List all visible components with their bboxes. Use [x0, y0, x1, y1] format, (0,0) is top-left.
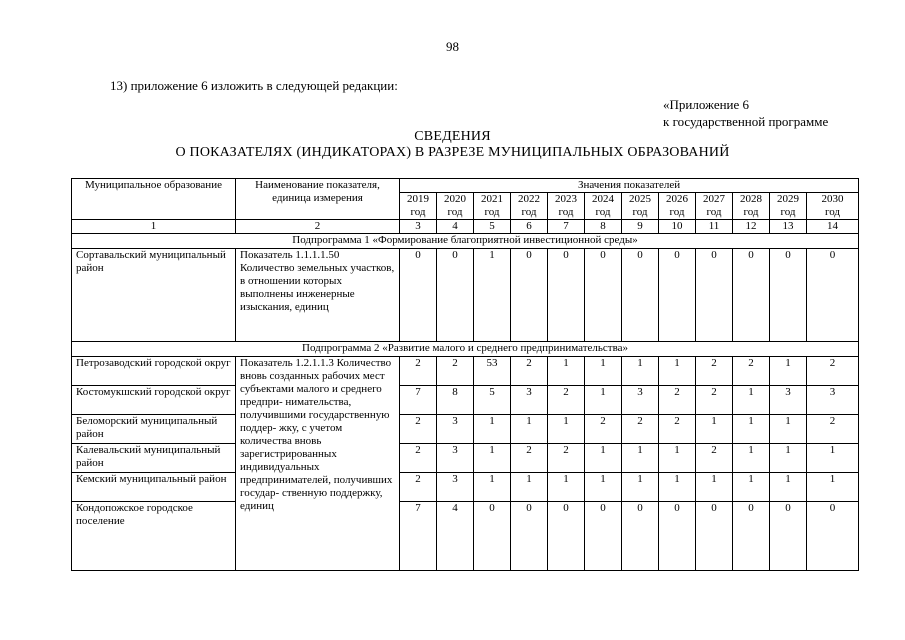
value-cell: 1: [770, 415, 807, 444]
header-year: [733, 193, 770, 220]
value-cell: 1: [585, 473, 622, 502]
value-cell: 1: [659, 473, 696, 502]
year-label: 2020: [444, 193, 466, 205]
header-year: [548, 193, 585, 220]
value-cell: 0: [474, 502, 511, 571]
document-title: [0, 129, 905, 161]
year-word: год: [743, 206, 759, 218]
value-cell: 0: [585, 502, 622, 571]
value-cell: 53: [474, 357, 511, 386]
year-word: год: [780, 206, 796, 218]
column-number: 1: [72, 220, 236, 234]
value-cell: 0: [511, 502, 548, 571]
value-cell: 1: [548, 473, 585, 502]
value-cell: 5: [474, 386, 511, 415]
year-word: год: [595, 206, 611, 218]
value-cell: 2: [400, 473, 437, 502]
column-number: 5: [474, 220, 511, 234]
table-row: [72, 444, 859, 473]
year-label: 2019: [407, 193, 429, 205]
value-cell: 0: [622, 502, 659, 571]
value-cell: 1: [733, 415, 770, 444]
value-cell: 2: [511, 357, 548, 386]
value-cell: 0: [622, 249, 659, 342]
value-cell: 2: [696, 386, 733, 415]
year-word: год: [825, 206, 841, 218]
column-number: 12: [733, 220, 770, 234]
value-cell: 3: [511, 386, 548, 415]
value-cell: 1: [770, 473, 807, 502]
value-cell: 0: [659, 502, 696, 571]
value-cell: 0: [585, 249, 622, 342]
page-number: 98: [446, 39, 459, 54]
year-word: год: [558, 206, 574, 218]
value-cell: 2: [733, 357, 770, 386]
value-cell: 0: [696, 502, 733, 571]
table-row: [72, 386, 859, 415]
value-cell: 1: [474, 473, 511, 502]
value-cell: 0: [733, 249, 770, 342]
column-number: 2: [236, 220, 400, 234]
value-cell: 2: [437, 357, 474, 386]
table-row: [72, 249, 859, 342]
column-number: 10: [659, 220, 696, 234]
value-cell: 8: [437, 386, 474, 415]
column-number: 7: [548, 220, 585, 234]
column-number: 3: [400, 220, 437, 234]
value-cell: 1: [770, 357, 807, 386]
value-cell: 1: [733, 444, 770, 473]
value-cell: 0: [400, 249, 437, 342]
header-year: [770, 193, 807, 220]
indicator-cell: Показатель 1.1.1.1.50 Количество земельных участков, в отношении которых выполнены инженерные изыскания, единиц: [236, 249, 400, 342]
value-cell: 1: [585, 444, 622, 473]
value-cell: 1: [807, 444, 859, 473]
value-cell: 1: [474, 415, 511, 444]
header-year: [622, 193, 659, 220]
column-number: 8: [585, 220, 622, 234]
year-word: год: [521, 206, 537, 218]
value-cell: 2: [807, 415, 859, 444]
value-cell: 3: [437, 415, 474, 444]
subprogram-title: Подпрограмма 1 «Формирование благоприятной инвестиционной среды»: [72, 234, 859, 249]
year-label: 2025: [629, 193, 651, 205]
year-word: год: [669, 206, 685, 218]
value-cell: 0: [511, 249, 548, 342]
header-municipality: Муниципальное образование: [72, 179, 236, 220]
value-cell: 1: [511, 415, 548, 444]
value-cell: 1: [733, 473, 770, 502]
year-word: год: [447, 206, 463, 218]
instruction-text: 13) приложение 6 изложить в следующей редакции:: [110, 78, 398, 93]
appendix-label: [663, 96, 828, 130]
value-cell: 2: [548, 386, 585, 415]
year-label: 2021: [481, 193, 503, 205]
table-row: [72, 357, 859, 386]
value-cell: 1: [696, 473, 733, 502]
header-year: [696, 193, 733, 220]
table-row: [72, 473, 859, 502]
value-cell: 2: [400, 415, 437, 444]
year-label: 2029: [777, 193, 799, 205]
value-cell: 1: [622, 473, 659, 502]
table-row: [72, 415, 859, 444]
value-cell: 1: [585, 386, 622, 415]
value-cell: 0: [548, 249, 585, 342]
municipality-cell: Кондопожское городское поселение: [72, 502, 236, 571]
value-cell: 1: [659, 444, 696, 473]
value-cell: 1: [548, 415, 585, 444]
column-number: 11: [696, 220, 733, 234]
value-cell: 2: [659, 415, 696, 444]
value-cell: 0: [770, 249, 807, 342]
year-word: год: [706, 206, 722, 218]
value-cell: 2: [696, 357, 733, 386]
table-row: [72, 502, 859, 571]
header-year: [437, 193, 474, 220]
year-label: 2024: [592, 193, 614, 205]
value-cell: 1: [585, 357, 622, 386]
value-cell: 0: [659, 249, 696, 342]
value-cell: 2: [585, 415, 622, 444]
title-line-2: О ПОКАЗАТЕЛЯХ (ИНДИКАТОРАХ) В РАЗРЕЗЕ МУНИЦИПАЛЬНЫХ ОБРАЗОВАНИЙ: [175, 145, 730, 160]
column-number: 13: [770, 220, 807, 234]
value-cell: 0: [437, 249, 474, 342]
year-label: 2022: [518, 193, 540, 205]
value-cell: 7: [400, 386, 437, 415]
year-label: 2028: [740, 193, 762, 205]
value-cell: 3: [770, 386, 807, 415]
value-cell: 2: [659, 386, 696, 415]
year-label: 2026: [666, 193, 688, 205]
value-cell: 1: [511, 473, 548, 502]
value-cell: 1: [696, 415, 733, 444]
value-cell: 1: [474, 249, 511, 342]
value-cell: 2: [400, 357, 437, 386]
title-line-1: СВЕДЕНИЯ: [414, 129, 491, 144]
indicator-cell: Показатель 1.2.1.1.3 Количество вновь созданных рабочих мест субъектами малого и среднего предпри- нимательства, получившими государственную поддер- жку, с учетом количества вновь зарегистрированных индивидуальных предпринимателей, получивших государ- ственную поддержку, единиц: [236, 357, 400, 571]
value-cell: 0: [696, 249, 733, 342]
value-cell: 1: [474, 444, 511, 473]
value-cell: 1: [770, 444, 807, 473]
value-cell: 0: [548, 502, 585, 571]
header-year: [400, 193, 437, 220]
municipality-cell: Кемский муниципальный район: [72, 473, 236, 502]
value-cell: 0: [807, 502, 859, 571]
value-cell: 1: [807, 473, 859, 502]
municipality-cell: Сортавальский муниципальный район: [72, 249, 236, 342]
header-year: [511, 193, 548, 220]
municipality-cell: Беломорский муниципальный район: [72, 415, 236, 444]
year-label: 2030: [821, 193, 844, 205]
appendix-line-1: «Приложение 6: [663, 97, 750, 112]
indicators-table: [71, 178, 859, 571]
year-label: 2027: [703, 193, 725, 205]
value-cell: 3: [622, 386, 659, 415]
year-word: год: [410, 206, 426, 218]
value-cell: 0: [807, 249, 859, 342]
value-cell: 2: [696, 444, 733, 473]
municipality-cell: Калевальский муниципальный район: [72, 444, 236, 473]
value-cell: 3: [437, 473, 474, 502]
subprogram-title: Подпрограмма 2 «Развитие малого и среднего предпринимательства»: [72, 342, 859, 357]
value-cell: 2: [622, 415, 659, 444]
value-cell: 3: [437, 444, 474, 473]
municipality-cell: Костомукшский городской округ: [72, 386, 236, 415]
year-word: год: [632, 206, 648, 218]
value-cell: 2: [807, 357, 859, 386]
value-cell: 1: [622, 444, 659, 473]
column-number: 9: [622, 220, 659, 234]
value-cell: 1: [733, 386, 770, 415]
value-cell: 1: [622, 357, 659, 386]
year-label: 2023: [555, 193, 577, 205]
value-cell: 4: [437, 502, 474, 571]
header-indicator: Наименование показателя, единица измерения: [236, 179, 400, 220]
value-cell: 1: [548, 357, 585, 386]
year-word: год: [484, 206, 500, 218]
header-values: Значения показателей: [400, 179, 859, 193]
column-number: 4: [437, 220, 474, 234]
value-cell: 3: [807, 386, 859, 415]
column-number: 6: [511, 220, 548, 234]
value-cell: 0: [770, 502, 807, 571]
header-year: [807, 193, 859, 220]
header-year: [659, 193, 696, 220]
column-number: 14: [807, 220, 859, 234]
value-cell: 2: [548, 444, 585, 473]
value-cell: 0: [733, 502, 770, 571]
value-cell: 2: [511, 444, 548, 473]
municipality-cell: Петрозаводский городской округ: [72, 357, 236, 386]
header-year: [474, 193, 511, 220]
appendix-line-2: к государственной программе: [663, 114, 829, 129]
header-year: [585, 193, 622, 220]
value-cell: 2: [400, 444, 437, 473]
value-cell: 1: [659, 357, 696, 386]
value-cell: 7: [400, 502, 437, 571]
